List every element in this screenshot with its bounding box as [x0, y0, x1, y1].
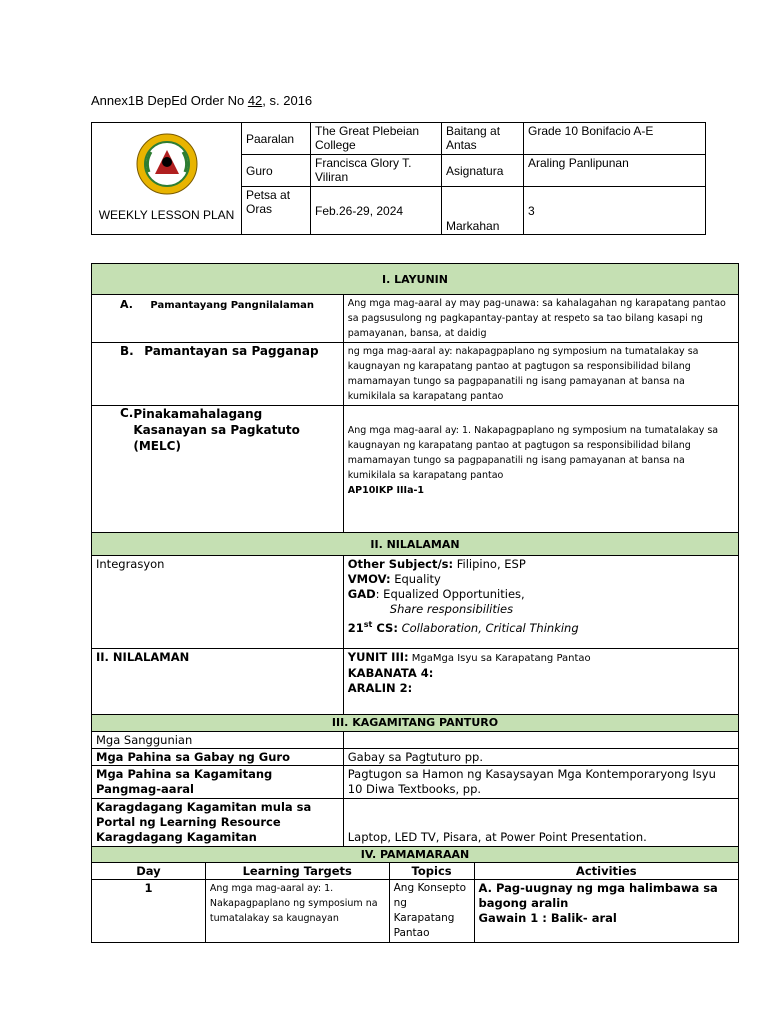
- row-b-text: ng mga mag-aaral ay: nakapagpaplano ng symposium na tumatalakay sa kaugnayan ng karapatang pantao at pagtugon sa responsibilidad bilang mamamayan tungo sa pagpapanatili ng isang pamayanan at bansa na kumikilala sa karapatang pantao: [343, 343, 738, 406]
- baitang-value: Grade 10 Bonifacio A-E: [524, 123, 706, 155]
- section-layunin-heading: I. LAYUNIN: [92, 264, 739, 295]
- nilalaman-row-content: YUNIT III: MgaMga Isyu sa Karapatang Pantao KABANATA 4: ARALIN 2:: [343, 649, 738, 715]
- gabay-guro-value: Gabay sa Pagtuturo pp.: [343, 749, 738, 766]
- col-day-header: Day: [92, 863, 206, 880]
- row-c-label: C. Pinakamahalagang Kasanayan sa Pagkatuto (MELC): [92, 406, 344, 533]
- col-activities-header: Activities: [474, 863, 738, 880]
- guro-label: Guro: [242, 155, 311, 187]
- gabay-guro-label: Mga Pahina sa Gabay ng Guro: [92, 749, 344, 766]
- order-number: 42: [247, 93, 263, 108]
- portal-label: Karagdagang Kagamitan mula sa Portal ng Learning Resource: [96, 800, 312, 829]
- asignatura-value: Araling Panlipunan: [524, 155, 706, 187]
- col-targets-header: Learning Targets: [205, 863, 389, 880]
- school-seal-icon: [135, 132, 199, 196]
- markahan-label: Markahan: [442, 187, 524, 235]
- petsa-value: Feb.26-29, 2024: [311, 187, 442, 235]
- activities-cell: A. Pag-uugnay ng mga halimbawa sa bagong aralin Gawain 1 : Balik- aral: [474, 880, 738, 943]
- kagamitang-magaaral-label: Mga Pahina sa Kagamitang Pangmag-aaral: [92, 766, 344, 799]
- header-table: [91, 122, 706, 235]
- row-a-label: A. Pamantayang Pangnilalaman: [92, 295, 344, 343]
- sanggunian-value: [343, 732, 738, 749]
- day-cell: 1: [92, 880, 206, 943]
- topics-cell: Ang Konsepto ng Karapatang Pantao: [389, 880, 474, 943]
- integrasyon-content: Other Subject/s: Filipino, ESP VMOV: Equality GAD: Equalized Opportunities, Share responsibilities 21st CS: Collaboration, Critical Thinking: [343, 556, 738, 649]
- section-kagamitan-heading: III. KAGAMITANG PANTURO: [92, 715, 739, 732]
- karagdagang-kagamitan-label: Karagdagang Kagamitan: [96, 830, 257, 844]
- nilalaman-row-label: II. NILALAMAN: [92, 649, 344, 715]
- melc-code: AP10IKP IIIa-1: [347, 485, 425, 496]
- karagdagang-value: Laptop, LED TV, Pisara, at Power Point Presentation.: [343, 799, 738, 847]
- paaralan-label: Paaralan: [242, 123, 311, 155]
- col-topics-header: Topics: [389, 863, 474, 880]
- weekly-lesson-plan-title: WEEKLY LESSON PLAN: [98, 208, 235, 222]
- karagdagang-label: [92, 799, 344, 847]
- row-c-text: Ang mga mag-aaral ay: 1. Nakapagpaplano ng symposium na tumatalakay sa kaugnayan ng karapatang pantao at pagtugon sa responsibilidad bilang mamamayan tungo sa pagpapanatili ng isang pamayanan at bansa na kumikilala sa karapatang pantao AP10IKP IIIa-1: [343, 406, 738, 533]
- row-b-label: B. Pamantayan sa Pagganap: [92, 343, 344, 406]
- annex-title: Annex1B DepEd Order No 42, s. 2016: [91, 93, 313, 108]
- integrasyon-label: Integrasyon: [92, 556, 344, 649]
- section-pamamaraan-heading: IV. PAMAMARAAN: [92, 847, 739, 863]
- paaralan-value: The Great Plebeian College: [311, 123, 442, 155]
- row-a-text: Ang mga mag-aaral ay may pag-unawa: sa kahalagahan ng karapatang pantao sa pagsusulong ng pagkapantay-pantay at respeto sa tao bilang kasapi ng pamayanan, bansa, at daidig: [343, 295, 738, 343]
- petsa-label: Petsa at Oras: [242, 187, 311, 235]
- baitang-label: Baitang at Antas: [442, 123, 524, 155]
- markahan-value: 3: [524, 187, 706, 235]
- kagamitang-magaaral-value: Pagtugon sa Hamon ng Kasaysayan Mga Kontemporaryong Isyu 10 Diwa Textbooks, pp.: [343, 766, 738, 799]
- lesson-plan-table: [91, 263, 739, 943]
- sanggunian-label: Mga Sanggunian: [92, 732, 344, 749]
- asignatura-label: Asignatura: [442, 155, 524, 187]
- targets-cell: Ang mga mag-aaral ay: 1. Nakapagpaplano ng symposium na tumatalakay sa kaugnayan: [205, 880, 389, 943]
- section-nilalaman-heading: II. NILALAMAN: [92, 533, 739, 556]
- logo-cell: [92, 123, 242, 235]
- guro-value: Francisca Glory T. Viliran: [311, 155, 442, 187]
